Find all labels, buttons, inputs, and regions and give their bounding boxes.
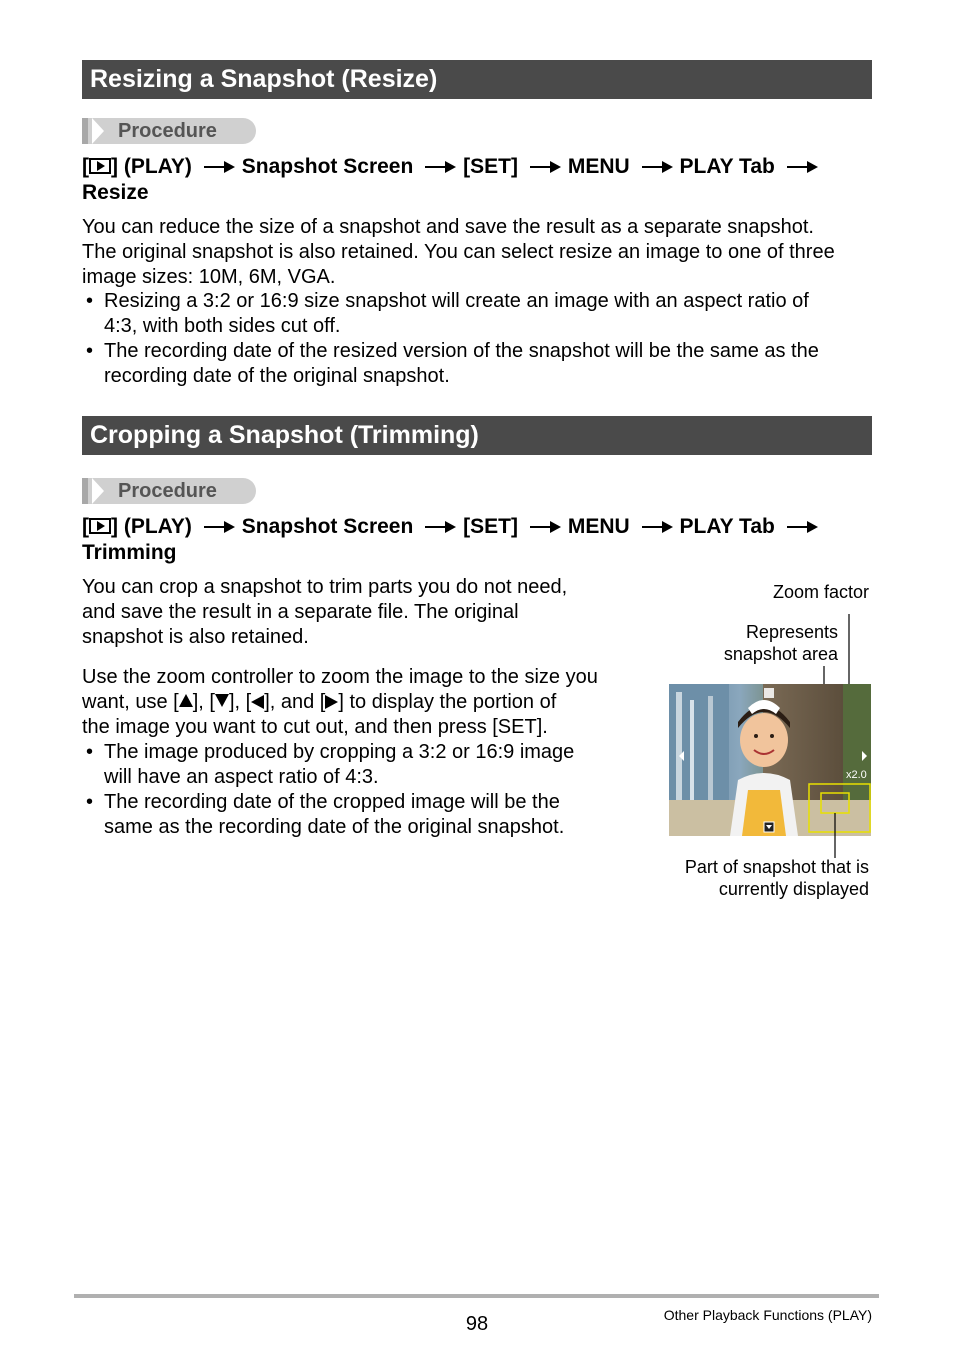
trimming-screen-figure: [668, 600, 878, 860]
arrow-right-icon: [787, 161, 819, 173]
arrow-right-icon: [642, 521, 674, 533]
right-triangle-icon: [325, 695, 338, 709]
list-item: • The recording date of the resized version of the snapshot will be the same as the recording date of the original snapshot.: [86, 340, 819, 387]
procedure-label: Procedure: [118, 120, 217, 142]
list-item: • Resizing a 3:2 or 16:9 size snapshot will create an image with an aspect ratio of 4:3, with both sides cut off.: [86, 290, 809, 337]
footer-rule: [74, 1294, 879, 1298]
list-item: • The recording date of the cropped image will be the same as the recording date of the original snapshot.: [86, 791, 565, 838]
arrow-right-icon: [425, 161, 457, 173]
section-title-trimming: Cropping a Snapshot (Trimming): [82, 416, 872, 455]
arrow-right-icon: [204, 521, 236, 533]
zoom-readout: x2.0: [846, 769, 867, 781]
left-triangle-icon: [251, 695, 264, 709]
zoom-factor-caption: Zoom factor: [772, 582, 869, 602]
intro-paragraph: You can crop a snapshot to trim parts you do not need, and save the result in a separate file. The original snapshot is also retained.: [82, 576, 568, 648]
procedure-path: [ ] (PLAY) Snapshot Screen [SET] MENU PLAY Tab Trimming: [82, 514, 872, 566]
path-final-item: Trimming: [82, 541, 177, 564]
list-item: • The image produced by cropping a 3:2 or 16:9 image will have an aspect ratio of 4:3.: [86, 741, 575, 788]
arrow-right-icon: [530, 161, 562, 173]
play-icon: [89, 518, 111, 534]
up-triangle-icon: [179, 694, 193, 707]
play-icon: [89, 158, 111, 174]
snapshot-area-caption: Represents snapshot area: [723, 622, 838, 664]
arrow-right-icon: [642, 161, 674, 173]
procedure-path: [ ] (PLAY) Snapshot Screen [SET] MENU PLAY Tab Resize: [82, 154, 872, 206]
intro-paragraph: You can reduce the size of a snapshot and save the result as a separate snapshot. The original snapshot is also retained. You can select resize an image to one of three image sizes: 10M, 6M, VGA.: [82, 216, 835, 288]
displayed-part-caption: Part of snapshot that is currently displayed: [684, 857, 869, 899]
procedure-tag: [82, 118, 256, 144]
down-triangle-icon: [215, 694, 229, 707]
path-final-item: Resize: [82, 181, 149, 204]
arrow-right-icon: [530, 521, 562, 533]
mode-icon: [764, 688, 774, 698]
arrow-right-icon: [425, 521, 457, 533]
chapter-name: Other Playback Functions (PLAY): [663, 1307, 872, 1323]
procedure-tag: [82, 478, 256, 504]
zoom-instructions: Use the zoom controller to zoom the image to the size you want, use [ ], [ ], [ ], and [ ] to display the portion of the image you want to cut out, and then press [SET].: [82, 666, 598, 738]
procedure-label: Procedure: [118, 480, 217, 502]
arrow-right-icon: [204, 161, 236, 173]
arrow-right-icon: [787, 521, 819, 533]
section-title-resize: Resizing a Snapshot (Resize): [82, 60, 872, 99]
page-number: 98: [465, 1313, 489, 1335]
